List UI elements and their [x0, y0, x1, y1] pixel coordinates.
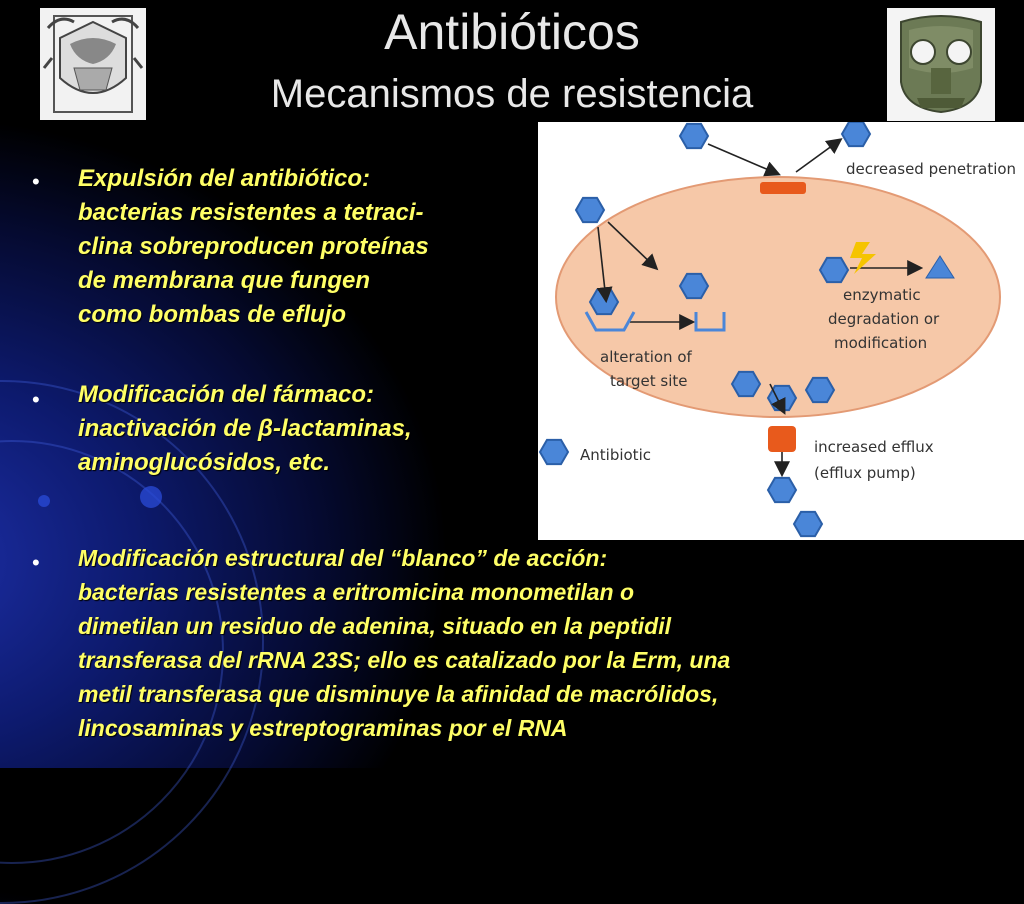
bullet-line: dimetilan un residuo de adenina, situado en la peptidil [78, 613, 671, 639]
label-efflux-pump: (efflux pump) [814, 464, 916, 482]
membrane-porin [760, 182, 806, 194]
bullet-item-drug-modification [78, 378, 412, 480]
resistance-mechanisms-diagram [538, 122, 1024, 540]
antibiotic-hexagon-icon [768, 478, 796, 502]
bullet-line: inactivación de β-lactaminas, [78, 415, 412, 442]
label-target-site: target site [610, 372, 688, 390]
bullet-line: como bombas de eflujo [78, 301, 347, 328]
background-dot [38, 495, 50, 507]
antibiotic-hexagon-icon [680, 274, 708, 298]
antibiotic-hexagon-icon [590, 290, 618, 314]
label-enzymatic: enzymatic [843, 286, 921, 304]
efflux-pump [768, 426, 796, 452]
antibiotic-hexagon-icon [806, 378, 834, 402]
bullet-line: clina sobreproducen proteínas [78, 233, 429, 260]
antibiotic-hexagon-icon [794, 512, 822, 536]
bullet-item-efflux [78, 162, 429, 332]
antibiotic-hexagon-icon [842, 122, 870, 146]
antibiotic-hexagon-icon [540, 440, 568, 464]
bullet-line: aminoglucósidos, etc. [78, 449, 331, 476]
antibiotic-hexagon-icon [680, 124, 708, 148]
arrow [708, 144, 778, 174]
bullet-marker: • [32, 550, 40, 575]
antibiotic-hexagon-icon [732, 372, 760, 396]
bullet-item-target-modification [78, 541, 730, 745]
label-decreased-penetration: decreased penetration [846, 160, 1017, 178]
background-dot [140, 486, 162, 508]
label-alteration: alteration of [600, 348, 692, 366]
bullet-line: Modificación del fármaco: [78, 381, 375, 408]
antibiotic-hexagon-icon [820, 258, 848, 282]
label-degradation: degradation or [828, 310, 940, 328]
label-antibiotic: Antibiotic [580, 446, 651, 464]
bullet-marker: • [32, 387, 40, 412]
slide-subtitle: Mecanismos de resistencia [270, 72, 754, 116]
bullet-line: bacterias resistentes a tetraci- [78, 199, 424, 226]
bullet-marker: • [32, 169, 40, 194]
arrow [796, 140, 840, 172]
bullet-line: transferasa del rRNA 23S; ello es catalizado por la Erm, una [78, 647, 731, 673]
bullet-line: metil transferasa que disminuye la afinidad de macrólidos, [78, 681, 719, 707]
label-modification: modification [834, 334, 928, 352]
antibiotic-hexagon-icon [576, 198, 604, 222]
label-increased-efflux: increased efflux [814, 438, 934, 456]
bullet-line: de membrana que fungen [78, 267, 371, 294]
bullet-line: lincosaminas y estreptograminas por el RNA [78, 715, 568, 741]
slide-title: Antibióticos [384, 4, 640, 60]
bullet-line: bacterias resistentes a eritromicina monometilan o [78, 579, 635, 605]
bullet-line: Modificación estructural del “blanco” de acción: [78, 545, 608, 571]
bullet-line: Expulsión del antibiótico: [78, 165, 371, 192]
